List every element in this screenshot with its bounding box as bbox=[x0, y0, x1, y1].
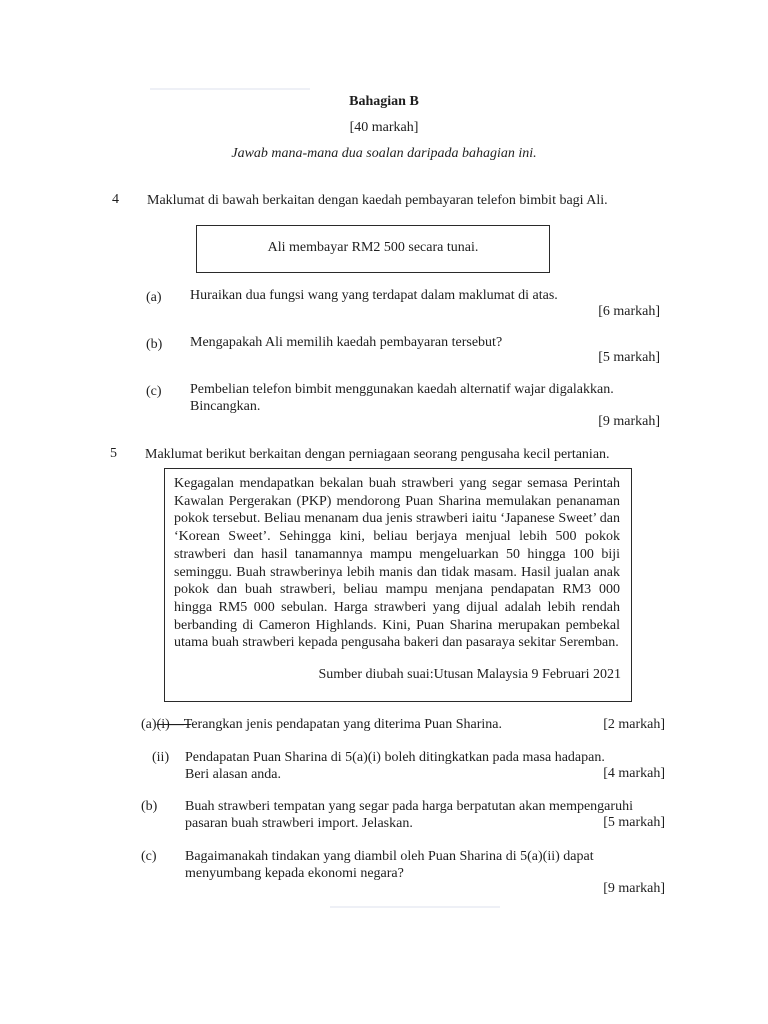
question-5a-i-text: erangkan jenis pendapatan yang diterima Puan Sharina. bbox=[191, 717, 502, 732]
question-5-info-box bbox=[164, 468, 632, 702]
question-5a-ii-text-line1: Pendapatan Puan Sharina di 5(a)(i) boleh ditingkatkan pada masa hadapan. bbox=[185, 750, 605, 765]
question-5b-text-line2: pasaran buah strawberi import. Jelaskan. bbox=[185, 816, 413, 831]
question-4b-marks: [5 markah] bbox=[598, 350, 660, 365]
question-4b-label: (b) bbox=[146, 337, 163, 352]
question-4a-marks: [6 markah] bbox=[598, 304, 660, 319]
question-4a-label: (a) bbox=[146, 290, 162, 305]
question-4b-text: Mengapakah Ali memilih kaedah pembayaran tersebut? bbox=[190, 335, 503, 350]
question-5-number: 5 bbox=[110, 446, 117, 461]
question-4-number: 4 bbox=[112, 192, 119, 207]
question-5c-marks: [9 markah] bbox=[603, 881, 665, 896]
question-4-stem: Maklumat di bawah berkaitan dengan kaedah pembayaran telefon bimbit bagi Ali. bbox=[147, 193, 608, 208]
question-5-source: Sumber diubah suai:Utusan Malaysia 9 Februari 2021 bbox=[318, 667, 621, 682]
question-5b-text-line1: Buah strawberi tempatan yang segar pada harga berpatutan akan mempengaruhi bbox=[185, 799, 633, 814]
scan-artifact-bottom bbox=[330, 906, 500, 908]
question-5a-ii-marks: [4 markah] bbox=[603, 766, 665, 781]
question-4a-text: Huraikan dua fungsi wang yang terdapat dalam maklumat di atas. bbox=[190, 288, 558, 303]
question-5c-text-line2: menyumbang kepada ekonomi negara? bbox=[185, 866, 404, 881]
question-4c-text-line1: Pembelian telefon bimbit menggunakan kaedah alternatif wajar digalakkan. bbox=[190, 382, 614, 397]
question-4c-marks: [9 markah] bbox=[598, 414, 660, 429]
question-5b-label: (b) bbox=[141, 799, 158, 814]
section-instruction: Jawab mana-mana dua soalan daripada bahagian ini. bbox=[231, 146, 537, 161]
question-5a-i-line bbox=[141, 716, 502, 733]
question-4c-text-line2: Bincangkan. bbox=[190, 399, 261, 414]
question-4-info-box bbox=[196, 225, 550, 273]
question-5a-i-struck-text: (i)—T bbox=[156, 717, 192, 732]
question-4-info-text: Ali membayar RM2 500 secara tunai. bbox=[267, 240, 479, 255]
question-5a-ii-text-line2: Beri alasan anda. bbox=[185, 767, 282, 782]
section-marks: [40 markah] bbox=[349, 120, 419, 135]
question-5c-text-line1: Bagaimanakah tindakan yang diambil oleh Puan Sharina di 5(a)(ii) dapat bbox=[185, 849, 594, 864]
question-4c-label: (c) bbox=[146, 384, 162, 399]
question-5a-label: (a) bbox=[141, 717, 157, 732]
question-5b-marks: [5 markah] bbox=[603, 815, 665, 830]
question-5a-i-marks: [2 markah] bbox=[603, 717, 665, 732]
scan-artifact-top bbox=[150, 88, 310, 90]
question-5-stem: Maklumat berikut berkaitan dengan perniagaan seorang pengusaha kecil pertanian. bbox=[145, 447, 610, 462]
question-5c-label: (c) bbox=[141, 849, 157, 864]
section-title: Bahagian B bbox=[349, 94, 419, 109]
question-5a-ii-label: (ii) bbox=[152, 750, 170, 765]
question-5-passage: Kegagalan mendapatkan bekalan buah strawberi yang segar semasa Perintah Kawalan Pergerakan (PKP) mendorong Puan Sharina memulakan penanaman pokok tersebut. Beliau menanam dua jenis strawberi iaitu ‘Japanese Sweet’ dan ‘Korean Sweet’. Sehingga kini, beliau berjaya menjual lebih 500 pokok strawberi dan hasil tanamannya mampu mengeluarkan 50 hingga 100 biji seminggu. Buah strawberinya lebih manis dan tidak masam. Hasil jualan anak pokok dan buah strawberi, beliau mampu menjana pendapatan RM3 000 hingga RM5 000 sebulan. Harga strawberi yang dijual adalah lebih rendah berbanding di Cameron Highlands. Kini, Puan Sharina merupakan pembekal utama buah strawberi kepada pengusaha bakeri dan pasaraya sekitar Seremban. bbox=[174, 476, 620, 651]
